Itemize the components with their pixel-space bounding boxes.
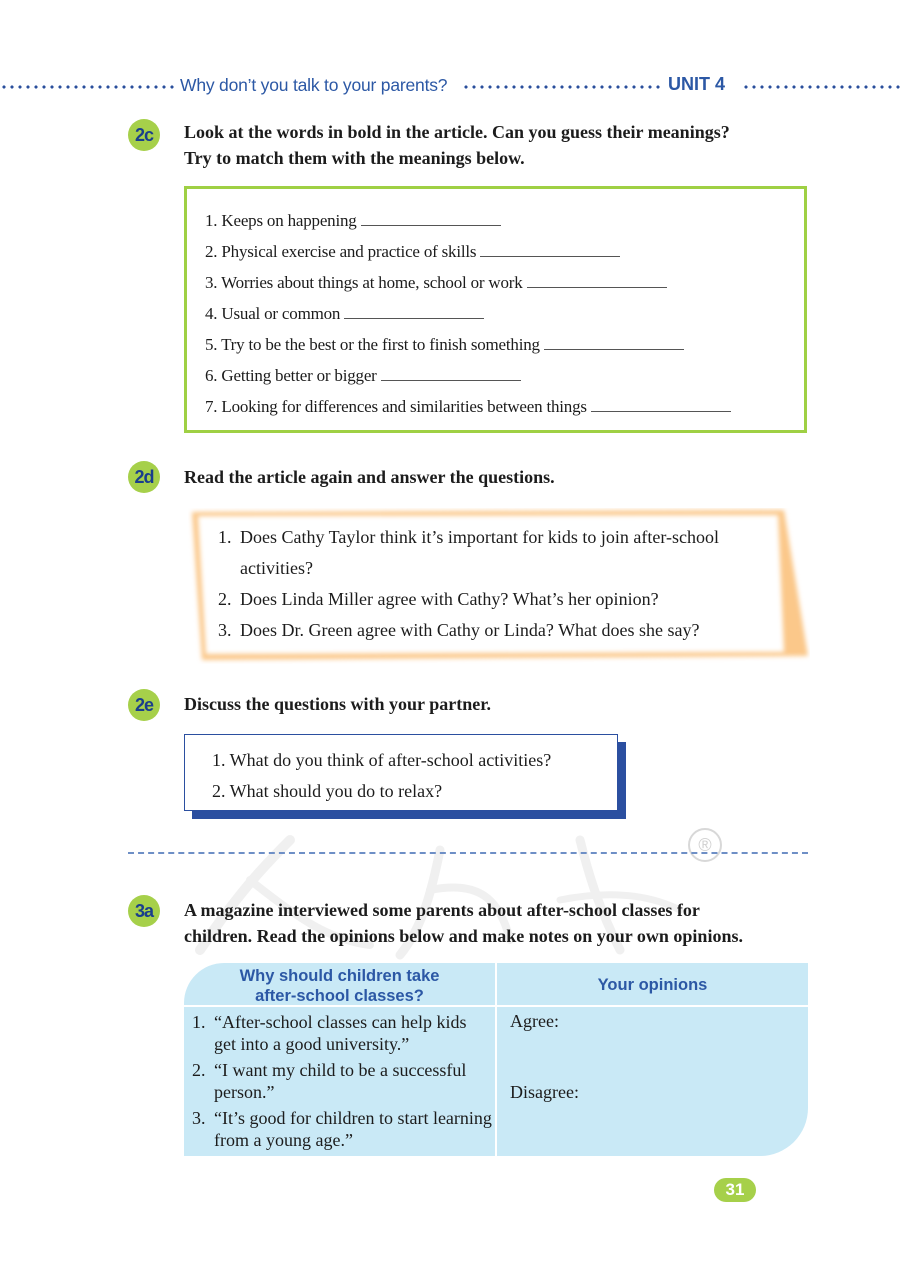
disagree-label[interactable]: Disagree: — [510, 1082, 579, 1102]
matching-item-text: 5. Try to be the best or the first to finish something — [205, 335, 540, 354]
matching-item-text: 4. Usual or common — [205, 304, 341, 323]
list-item: 2. What should you do to relax? — [212, 781, 443, 801]
opinion-text: “It’s good for children to start learning from a young age.” — [214, 1108, 492, 1150]
answer-blank[interactable] — [544, 333, 684, 350]
discussion-list — [212, 745, 551, 807]
instruction-2c-line2: Try to match them with the meanings below. — [184, 148, 525, 168]
instruction-3a — [184, 897, 743, 949]
answer-blank[interactable] — [344, 302, 484, 319]
opinion-number: 3. — [192, 1108, 206, 1128]
list-item — [205, 391, 731, 422]
questions-box-2d — [188, 508, 810, 664]
list-item — [205, 205, 731, 236]
header-dots-right — [742, 85, 904, 89]
answer-blank[interactable] — [480, 240, 620, 257]
header-dots-middle — [462, 85, 662, 89]
section-badge-2d: 2d — [128, 461, 160, 493]
list-item — [205, 360, 731, 391]
question-number: 2. — [218, 589, 232, 609]
table-header-reasons-line2: after-school classes? — [255, 987, 424, 1005]
section-badge-2e: 2e — [128, 689, 160, 721]
table-header-your-opinions: Your opinions — [597, 976, 708, 994]
opinion-number: 1. — [192, 1012, 206, 1032]
table-row — [192, 1059, 492, 1103]
instruction-2e: Discuss the questions with your partner. — [184, 694, 492, 714]
table-header-reasons — [184, 966, 495, 1006]
unit-label: UNIT 4 — [668, 74, 726, 94]
list-item — [205, 236, 731, 267]
section-badge-2c: 2c — [128, 119, 160, 151]
opinion-number: 2. — [192, 1060, 206, 1080]
instruction-3a-line2: children. Read the opinions below and make notes on your own opinions. — [184, 926, 743, 946]
lesson-title: Why don’t you talk to your parents? — [180, 75, 448, 95]
table-row — [192, 1011, 492, 1055]
opinion-text: “After-school classes can help kids get into a good university.” — [214, 1012, 467, 1054]
discussion-box — [184, 734, 618, 811]
question-text: Does Linda Miller agree with Cathy? What’s her opinion? — [240, 589, 659, 609]
answer-blank[interactable] — [381, 364, 521, 381]
section-badge-3a: 3a — [128, 895, 160, 927]
list-item — [218, 615, 778, 646]
question-number: 1. — [218, 527, 232, 547]
matching-item-text: 1. Keeps on happening — [205, 211, 357, 230]
list-item — [205, 267, 731, 298]
matching-box — [184, 186, 807, 433]
question-text: Does Dr. Green agree with Cathy or Linda? What does she say? — [240, 620, 700, 640]
instruction-3a-line1: A magazine interviewed some parents about after-school classes for — [184, 900, 700, 920]
instruction-2c-line1: Look at the words in bold in the article. Can you guess their meanings? — [184, 122, 730, 142]
question-number: 3. — [218, 620, 232, 640]
instruction-2c — [184, 119, 730, 171]
list-item — [205, 329, 731, 360]
answer-blank[interactable] — [527, 271, 667, 288]
list-item — [205, 298, 731, 329]
page-number: 31 — [714, 1178, 756, 1202]
matching-item-text: 6. Getting better or bigger — [205, 366, 377, 385]
opinion-text: “I want my child to be a successful person.” — [214, 1060, 467, 1102]
header-dots-left — [0, 85, 176, 89]
table-row — [192, 1107, 492, 1151]
matching-item-text: 3. Worries about things at home, school or work — [205, 273, 523, 292]
question-text: Does Cathy Taylor think it’s important for kids to join after-school activities? — [240, 527, 719, 578]
instruction-2d: Read the article again and answer the questions. — [184, 467, 555, 487]
matching-item-text: 2. Physical exercise and practice of skills — [205, 242, 477, 261]
section-divider — [128, 852, 808, 854]
registered-mark-icon: ® — [688, 828, 722, 862]
matching-item-text: 7. Looking for differences and similarities between things — [205, 397, 587, 416]
matching-list — [205, 205, 731, 422]
list-item: 1. What do you think of after-school activities? — [212, 750, 552, 770]
table-header-reasons-line1: Why should children take — [239, 967, 440, 985]
list-item — [218, 584, 778, 615]
questions-list-2d — [218, 522, 778, 646]
opinions-list — [192, 1011, 492, 1155]
agree-label[interactable]: Agree: — [510, 1011, 559, 1031]
answer-blank[interactable] — [591, 395, 731, 412]
opinions-table — [184, 963, 808, 1156]
list-item — [218, 522, 778, 584]
answer-blank[interactable] — [361, 209, 501, 226]
